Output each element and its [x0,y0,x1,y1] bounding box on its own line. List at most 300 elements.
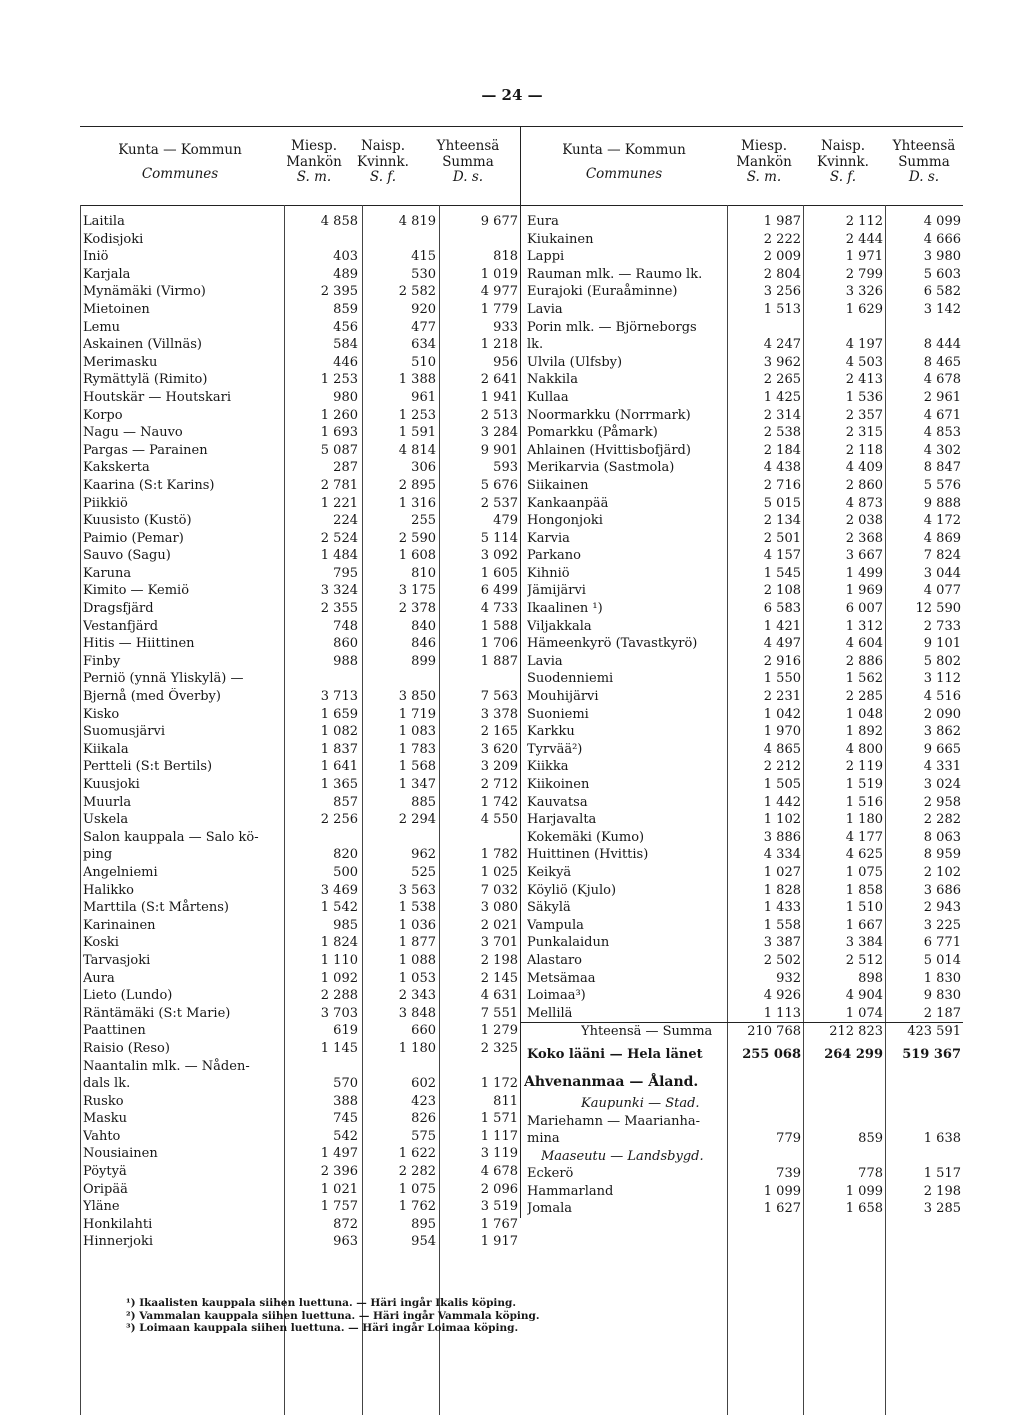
table-row [80,811,520,829]
table-row [80,1058,520,1076]
table-row [80,1110,520,1128]
total-count: 1 887 [480,653,518,669]
table-row [80,1128,520,1146]
commune-name: Kimito — Kemiö [83,583,190,599]
table-row [521,1113,963,1131]
commune-name: Säkylä [527,900,571,916]
commune-name: Ahlainen (Hvittisbofjärd) [527,442,691,458]
table-row [521,987,963,1005]
table-row [521,565,963,583]
female-count: 3 326 [845,284,883,300]
commune-name: Iniö [83,249,109,265]
female-count: 2 343 [398,988,436,1004]
female-count: 2 512 [845,952,883,968]
female-count: 212 823 [829,1024,883,1040]
total-count: 4 077 [923,583,961,599]
commune-name: Marttila (S:t Mårtens) [83,900,229,916]
male-count: 1 837 [320,741,358,757]
female-count: 2 590 [398,530,436,546]
total-count: 1 279 [480,1023,518,1039]
commune-name: Lappi [527,249,565,265]
female-count: 1 622 [398,1146,436,1162]
commune-name: Hongonjoki [527,513,603,529]
table-row [521,882,963,900]
total-count: 1 706 [480,636,518,652]
male-count: 3 469 [320,882,358,898]
total-count: 5 576 [923,477,961,493]
total-count: 1 941 [480,389,518,405]
male-count: 1 497 [320,1146,358,1162]
table-row [80,899,520,917]
total-count: 1 588 [480,618,518,634]
table-row [521,688,963,706]
commune-name: Kiikala [83,741,129,757]
female-count: 660 [411,1023,436,1039]
table-row [80,1040,520,1058]
table-row [80,758,520,776]
total-count: 1 517 [923,1166,961,1182]
female-count: 575 [411,1128,436,1144]
male-count: 2 396 [320,1164,358,1180]
total-count: 7 032 [480,882,518,898]
female-count: 477 [411,319,436,335]
total-count: 9 101 [923,636,961,652]
commune-name: Piikkiö [83,495,128,511]
female-count: 4 177 [845,829,883,845]
table-row [80,600,520,618]
commune-name: Karinainen [83,917,156,933]
female-count: 2 378 [398,601,436,617]
total-count: 1 767 [480,1216,518,1232]
commune-name: Halikko [83,882,134,898]
table-row [80,248,520,266]
table-row [521,600,963,618]
table-row [521,495,963,513]
total-count: 2 165 [480,724,518,740]
male-count: 1 513 [763,301,801,317]
total-count: 2 943 [923,900,961,916]
commune-name: Vestanfjärd [83,618,159,634]
table-row [80,442,520,460]
commune-name: Pargas — Parainen [83,442,208,458]
total-count: 3 284 [480,425,518,441]
total-count: 3 024 [923,777,961,792]
commune-name: Tyrvää²) [527,741,583,757]
male-count: 500 [333,864,358,880]
male-count: 224 [333,513,358,529]
table-row [521,459,963,477]
total-count: 4 516 [923,689,961,705]
table-row [80,1216,520,1234]
female-count: 859 [858,1131,883,1147]
total-count: 6 771 [923,935,961,951]
male-count: 1 042 [763,706,801,722]
total-count: 1 117 [480,1128,518,1144]
female-count: 1 608 [398,548,436,564]
right-rows [521,213,963,1218]
male-count: 3 324 [320,583,358,599]
right-table [520,126,963,1218]
footnotes [126,1297,540,1335]
header-kunta-right: Kunta — Kommun Communes [562,142,686,182]
total-count: 12 590 [915,601,961,617]
male-count: 388 [333,1093,358,1109]
male-count: 1 659 [320,706,358,722]
male-count: 255 068 [742,1046,801,1062]
table-row [80,776,520,794]
male-count: 456 [333,319,358,335]
female-count: 1 088 [398,952,436,968]
table-row [80,864,520,882]
commune-name: Nakkila [527,372,578,388]
female-count: 810 [411,565,436,581]
total-count: 1 742 [480,794,518,810]
male-count: 1 421 [763,618,801,634]
male-count: 287 [333,460,358,476]
female-count: 2 368 [845,530,883,546]
male-count: 2 781 [320,477,358,493]
total-count: 2 958 [923,794,961,810]
header-yhteensa-right: Yhteensä Summa D. s. [892,138,956,185]
commune-name: Harjavalta [527,812,597,828]
left-header [80,127,520,206]
female-count: 962 [411,847,436,863]
female-count: 3 175 [398,583,436,599]
female-count: 1 388 [398,372,436,388]
total-count: 1 605 [480,565,518,581]
total-count: 956 [493,354,518,370]
total-count: 2 096 [480,1181,518,1197]
commune-name: Kankaanpää [527,495,609,511]
commune-name: Dragsfjärd [83,601,154,617]
female-count: 1 510 [845,900,883,916]
commune-name: Karkku [527,724,575,740]
commune-name: Kokemäki (Kumo) [527,829,645,845]
commune-name: Kaarina (S:t Karins) [83,477,215,493]
total-row [521,1022,963,1041]
table-row [521,354,963,372]
female-count: 885 [411,794,436,810]
female-count: 255 [411,513,436,529]
female-count: 1 762 [398,1199,436,1215]
footnote-1: ¹) Ikaalisten kauppala siihen luettuna. — Häri ingår Ikalis köping. [126,1297,517,1309]
total-count: 519 367 [902,1046,961,1062]
table-row [80,618,520,636]
table-row [521,477,963,495]
table-row [80,1181,520,1199]
commune-name: Eurajoki (Euraåminne) [527,284,678,300]
table-row [80,1005,520,1023]
total-count: 3 862 [923,724,961,740]
table-row [521,829,963,847]
commune-name: Paimio (Pemar) [83,530,184,546]
male-count: 985 [333,917,358,933]
female-count: 3 850 [398,689,436,705]
commune-name: Parkano [527,548,581,564]
total-count: 2 733 [923,618,961,634]
table-row [521,670,963,688]
male-count: 1 505 [763,777,801,792]
male-count: 1 113 [763,1005,801,1021]
table-row [80,319,520,337]
commune-name: Oripää [83,1181,128,1197]
table-row [521,530,963,548]
commune-name: Kuusisto (Kustö) [83,513,192,529]
male-count: 2 916 [763,653,801,669]
commune-name: mina [527,1131,560,1147]
total-count: 8 847 [923,460,961,476]
female-count: 1 783 [398,741,436,757]
table-row [521,442,963,460]
female-count: 1 719 [398,706,436,722]
male-count: 2 184 [763,442,801,458]
table-row [521,1183,963,1201]
commune-name: Merimasku [83,354,158,370]
table-row [80,407,520,425]
female-count: 1 499 [845,565,883,581]
male-count: 2 256 [320,812,358,828]
female-count: 1 629 [845,301,883,317]
female-count: 1 892 [845,724,883,740]
male-count: 1 558 [763,917,801,933]
commune-name: Yhteensä — Summa [581,1024,713,1040]
total-count: 6 499 [480,583,518,599]
male-count: 1 442 [763,794,801,810]
table-row [521,266,963,284]
commune-name: Keikyä [527,864,572,880]
total-count: 3 980 [923,249,961,265]
total-count: 9 830 [923,988,961,1004]
male-count: 1 365 [320,777,358,792]
commune-name: Lavia [527,301,563,317]
female-count: 1 568 [398,759,436,775]
male-count: 4 926 [763,988,801,1004]
female-count: 1 667 [845,917,883,933]
table-row [80,459,520,477]
male-count: 3 886 [763,829,801,845]
commune-name: Koski [83,935,119,951]
table-row [521,917,963,935]
total-count: 2 198 [480,952,518,968]
female-count: 6 007 [845,601,883,617]
male-count: 1 545 [763,565,801,581]
table-row [521,301,963,319]
male-count: 1 433 [763,900,801,916]
table-row [80,1233,520,1251]
total-count: 1 782 [480,847,518,863]
female-count: 530 [411,266,436,282]
total-count: 4 666 [923,231,961,247]
female-count: 1 316 [398,495,436,511]
table-row [521,934,963,952]
female-count: 4 904 [845,988,883,1004]
female-count: 1 971 [845,249,883,265]
male-count: 1 110 [320,952,358,968]
male-count: 570 [333,1076,358,1092]
table-row [80,970,520,988]
total-count: 5 114 [480,530,518,546]
female-count: 4 625 [845,847,883,863]
commune-name: Honkilahti [83,1216,153,1232]
female-count: 634 [411,337,436,353]
male-count: 745 [333,1111,358,1127]
commune-name: ping [83,847,113,863]
female-count: 510 [411,354,436,370]
table-row [80,846,520,864]
table-row [521,336,963,354]
total-count: 5 676 [480,477,518,493]
female-count: 2 895 [398,477,436,493]
male-count: 820 [333,847,358,863]
total-count: 1 638 [923,1131,961,1147]
commune-name: Raisio (Reso) [83,1040,170,1056]
table-row [80,952,520,970]
commune-name: Karvia [527,530,570,546]
commune-name: Metsämaa [527,970,596,986]
commune-name: Paattinen [83,1023,146,1039]
commune-name: Punkalaidun [527,935,610,951]
commune-name: Salon kauppala — Salo kö- [83,829,259,845]
female-count: 846 [411,636,436,652]
table-row [80,794,520,812]
male-count: 2 502 [763,952,801,968]
male-count: 1 828 [763,882,801,898]
male-count: 5 015 [763,495,801,511]
male-count: 2 231 [763,689,801,705]
total-count: 811 [493,1093,518,1109]
male-count: 2 314 [763,407,801,423]
table-row [521,582,963,600]
commune-name: Angelniemi [83,864,158,880]
total-count: 4 977 [480,284,518,300]
table-row [80,336,520,354]
table-row [521,706,963,724]
table-row [80,1075,520,1093]
total-count: 8 465 [923,354,961,370]
table-row [80,882,520,900]
table-row [521,1165,963,1183]
female-count: 1 048 [845,706,883,722]
total-count: 4 172 [923,513,961,529]
table-row [521,653,963,671]
table-row [521,811,963,829]
male-count: 988 [333,653,358,669]
table-row [80,706,520,724]
female-count: 1 519 [845,777,883,792]
commune-name: Jämijärvi [527,583,586,599]
male-count: 2 716 [763,477,801,493]
total-count: 1 571 [480,1111,518,1127]
table-row [80,371,520,389]
commune-name: Hämeenkyrö (Tavastkyrö) [527,636,698,652]
female-count: 1 074 [845,1005,883,1021]
female-count: 2 886 [845,653,883,669]
commune-name: Kauvatsa [527,794,588,810]
header-naisp: Naisp. Kvinnk. S. f. [357,138,409,185]
table-row [521,231,963,249]
table-row [80,582,520,600]
male-count: 859 [333,301,358,317]
male-count: 1 641 [320,759,358,775]
commune-name: Eckerö [527,1166,574,1182]
total-count: 3 519 [480,1199,518,1215]
male-count: 4 157 [763,548,801,564]
table-row [521,635,963,653]
male-count: 1 484 [320,548,358,564]
male-count: 5 087 [320,442,358,458]
commune-name: Perniö (ynnä Yliskylä) — [83,671,244,687]
male-count: 963 [333,1234,358,1250]
total-count: 3 080 [480,900,518,916]
female-count: 1 858 [845,882,883,898]
table-row [80,213,520,231]
female-count: 2 582 [398,284,436,300]
female-count: 264 299 [824,1046,883,1062]
male-count: 2 108 [763,583,801,599]
total-count: 1 019 [480,266,518,282]
female-count: 898 [858,970,883,986]
total-count: 593 [493,460,518,476]
male-count: 2 395 [320,284,358,300]
commune-name: Hinnerjoki [83,1234,154,1250]
footnote-2: ²) Vammalan kauppala siihen luettuna. — Häri ingår Vammala köping. [126,1309,540,1322]
total-count: 2 187 [923,1005,961,1021]
commune-name: Hitis — Hiittinen [83,636,195,652]
female-count: 4 604 [845,636,883,652]
commune-name: Räntämäki (S:t Marie) [83,1005,231,1021]
table-row [80,917,520,935]
commune-name: Masku [83,1111,127,1127]
total-count: 9 888 [923,495,961,511]
male-count: 210 768 [747,1024,801,1040]
commune-name: Nagu — Nauvo [83,425,183,441]
female-count: 2 119 [845,759,883,775]
table-row [80,653,520,671]
female-count: 899 [411,653,436,669]
commune-name: Rymättylä (Rimito) [83,372,208,388]
total-count: 3 701 [480,935,518,951]
male-count: 1 145 [320,1040,358,1056]
male-count: 1 425 [763,389,801,405]
commune-name: Askainen (Villnäs) [83,337,202,353]
table-row [521,776,963,794]
table-row [80,635,520,653]
table-row [521,952,963,970]
total-count: 2 537 [480,495,518,511]
table-row [521,758,963,776]
table-row [80,565,520,583]
total-count: 5 802 [923,653,961,669]
male-count: 857 [333,794,358,810]
commune-name: Vahto [83,1128,121,1144]
male-count: 4 438 [763,460,801,476]
table-row [521,899,963,917]
table-row [521,248,963,266]
female-count: 1 099 [845,1183,883,1199]
male-count: 2 265 [763,372,801,388]
male-count: 2 804 [763,266,801,282]
table-row [80,1198,520,1216]
total-count: 7 824 [923,548,961,564]
commune-name: Ikaalinen ¹) [527,601,603,617]
total-count: 4 853 [923,425,961,441]
total-count: 1 218 [480,337,518,353]
total-count: 9 901 [480,442,518,458]
table-row [80,354,520,372]
commune-name: Suoniemi [527,706,589,722]
header-kunta: Kunta — Kommun Communes [118,142,242,182]
commune-name: Nousiainen [83,1146,158,1162]
